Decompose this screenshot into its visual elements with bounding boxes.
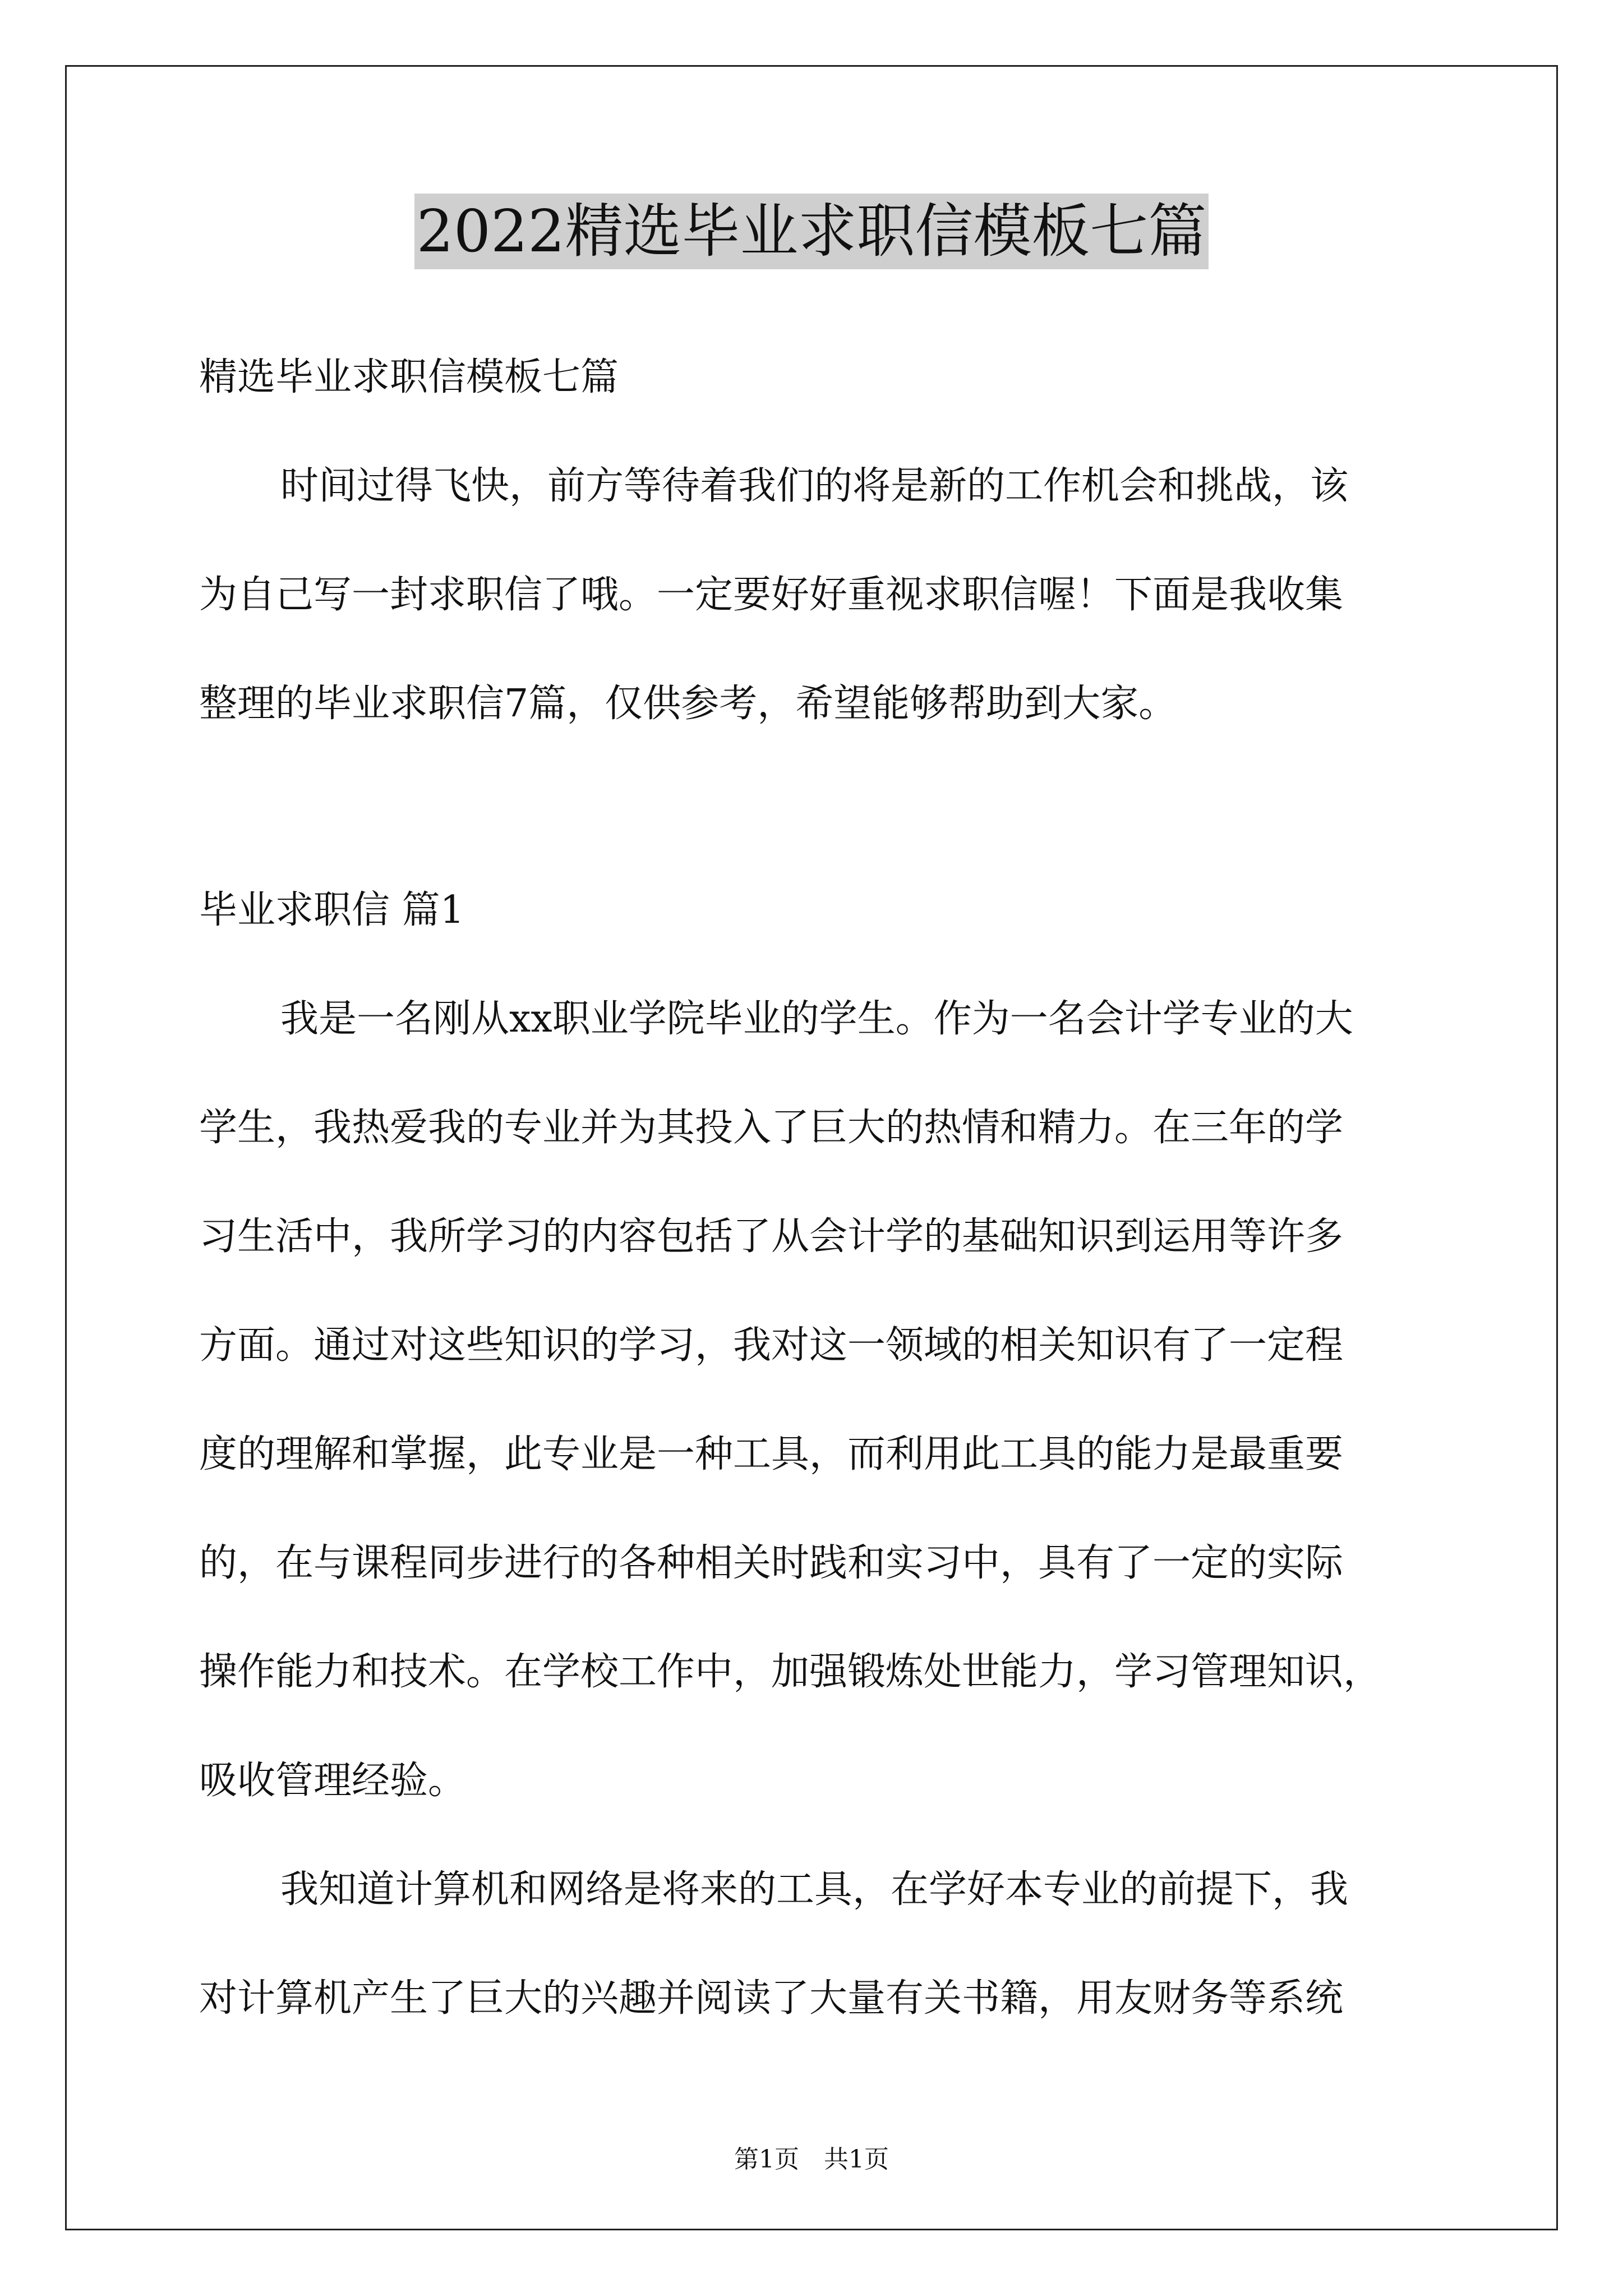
paragraph-line: 习生活中，我所学习的内容包括了从会计学的基础知识到运用等许多	[199, 1214, 1344, 1259]
paragraph-line: 吸收管理经验。	[199, 1759, 467, 1803]
paragraph-line: 方面。通过对这些知识的学习，我对这一领域的相关知识有了一定程	[199, 1323, 1344, 1368]
paragraph-line: 的，在与课程同步进行的各种相关时践和实习中，具有了一定的实际	[199, 1541, 1344, 1585]
section-heading: 毕业求职信 篇1	[199, 888, 464, 932]
paragraph-line: 度的理解和掌握，此专业是一种工具，而利用此工具的能力是最重要	[199, 1432, 1344, 1476]
document-title	[0, 194, 1623, 269]
paragraph-line: 对计算机产生了巨大的兴趣并阅读了大量有关书籍，用友财务等系统	[199, 1976, 1344, 2021]
paragraph-line: 为自己写一封求职信了哦。一定要好好重视求职信喔！下面是我收集	[199, 573, 1344, 617]
paragraph-line: 我是一名刚从xx职业学院毕业的学生。作为一名会计学专业的大	[280, 997, 1353, 1041]
document-title-text: 2022精选毕业求职信模板七篇	[414, 194, 1209, 269]
page-footer: 第1页 共1页	[734, 2145, 889, 2174]
paragraph-line: 时间过得飞快，前方等待着我们的将是新的工作机会和挑战，该	[280, 464, 1349, 508]
paragraph-line: 操作能力和技术。在学校工作中，加强锻炼处世能力，学习管理知识，	[199, 1650, 1382, 1694]
paragraph-line: 我知道计算机和网络是将来的工具，在学好本专业的前提下，我	[280, 1867, 1349, 1912]
paragraph-line: 学生，我热爱我的专业并为其投入了巨大的热情和精力。在三年的学	[199, 1106, 1344, 1150]
document-subtitle: 精选毕业求职信模板七篇	[199, 355, 619, 399]
paragraph-line: 整理的毕业求职信7篇，仅供参考，希望能够帮助到大家。	[199, 682, 1177, 726]
